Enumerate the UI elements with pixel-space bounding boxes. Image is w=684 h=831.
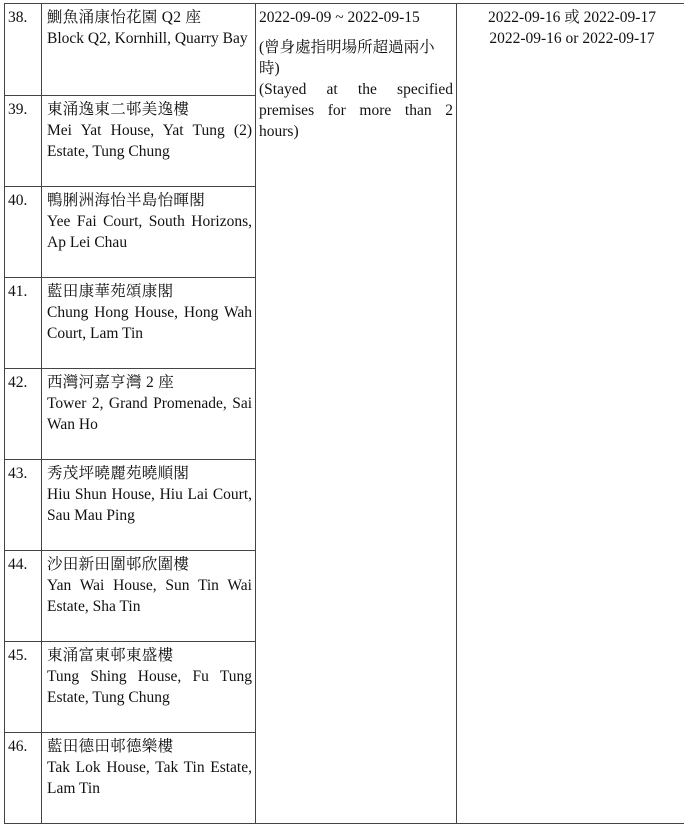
row-number: 46. [5, 733, 42, 824]
premises-name-zh: 西灣河嘉亨灣 2 座 [47, 374, 175, 391]
premises-name-en: Tower 2, Grand Promenade, Sai Wan Ho [47, 395, 252, 433]
premises-cell [42, 278, 256, 369]
premises-name-en: Yee Fai Court, South Horizons, Ap Lei Chau [47, 213, 252, 251]
premises-table [4, 3, 684, 824]
premises-name-zh: 沙田新田圍邨欣圍樓 [47, 556, 190, 573]
period-note-zh: (曾身處指明場所超過兩小時) [259, 39, 435, 77]
period-range: 2022-09-09 ~ 2022-09-15 [259, 9, 420, 26]
test-date-en: 2022-09-16 or 2022-09-17 [489, 30, 655, 47]
premises-cell [42, 460, 256, 551]
premises-cell [42, 187, 256, 278]
row-number: 42. [5, 369, 42, 460]
premises-name-zh: 東涌富東邨東盛樓 [47, 647, 174, 664]
row-number: 45. [5, 642, 42, 733]
row-number: 38. [5, 4, 42, 96]
row-number: 39. [5, 96, 42, 187]
premises-cell [42, 369, 256, 460]
premises-name-en: Yan Wai House, Sun Tin Wai Estate, Sha Tin [47, 577, 252, 615]
premises-cell [42, 733, 256, 824]
premises-name-zh: 鴨脷洲海怡半島怡暉閣 [47, 192, 206, 209]
table-row [5, 4, 684, 96]
premises-name-en: Block Q2, Kornhill, Quarry Bay [47, 30, 248, 47]
period-cell [256, 4, 457, 824]
premises-name-en: Hiu Shun House, Hiu Lai Court, Sau Mau Ping [47, 486, 252, 524]
row-number: 40. [5, 187, 42, 278]
premises-name-zh: 秀茂坪曉麗苑曉順閣 [47, 465, 190, 482]
premises-cell [42, 96, 256, 187]
test-date-cell [457, 4, 684, 824]
premises-name-en: Mei Yat House, Yat Tung (2) Estate, Tung Chung [47, 122, 252, 160]
premises-name-zh: 藍田康華苑頌康閣 [47, 283, 174, 300]
row-number: 41. [5, 278, 42, 369]
premises-cell [42, 642, 256, 733]
premises-name-en: Tung Shing House, Fu Tung Estate, Tung Chung [47, 668, 252, 706]
premises-cell [42, 4, 256, 96]
test-date-zh: 2022-09-16 或 2022-09-17 [488, 9, 656, 26]
document-page [4, 3, 680, 829]
premises-name-en: Chung Hong House, Hong Wah Court, Lam Tin [47, 304, 252, 342]
premises-name-zh: 藍田德田邨德樂樓 [47, 738, 174, 755]
row-number: 44. [5, 551, 42, 642]
premises-name-zh: 東涌逸東二邨美逸樓 [47, 101, 190, 118]
row-number: 43. [5, 460, 42, 551]
premises-cell [42, 551, 256, 642]
period-note-en: (Stayed at the specified premises for more than 2 hours) [259, 81, 453, 140]
premises-name-zh: 鰂魚涌康怡花園 Q2 座 [47, 9, 202, 26]
premises-name-en: Tak Lok House, Tak Tin Estate, Lam Tin [47, 759, 252, 797]
